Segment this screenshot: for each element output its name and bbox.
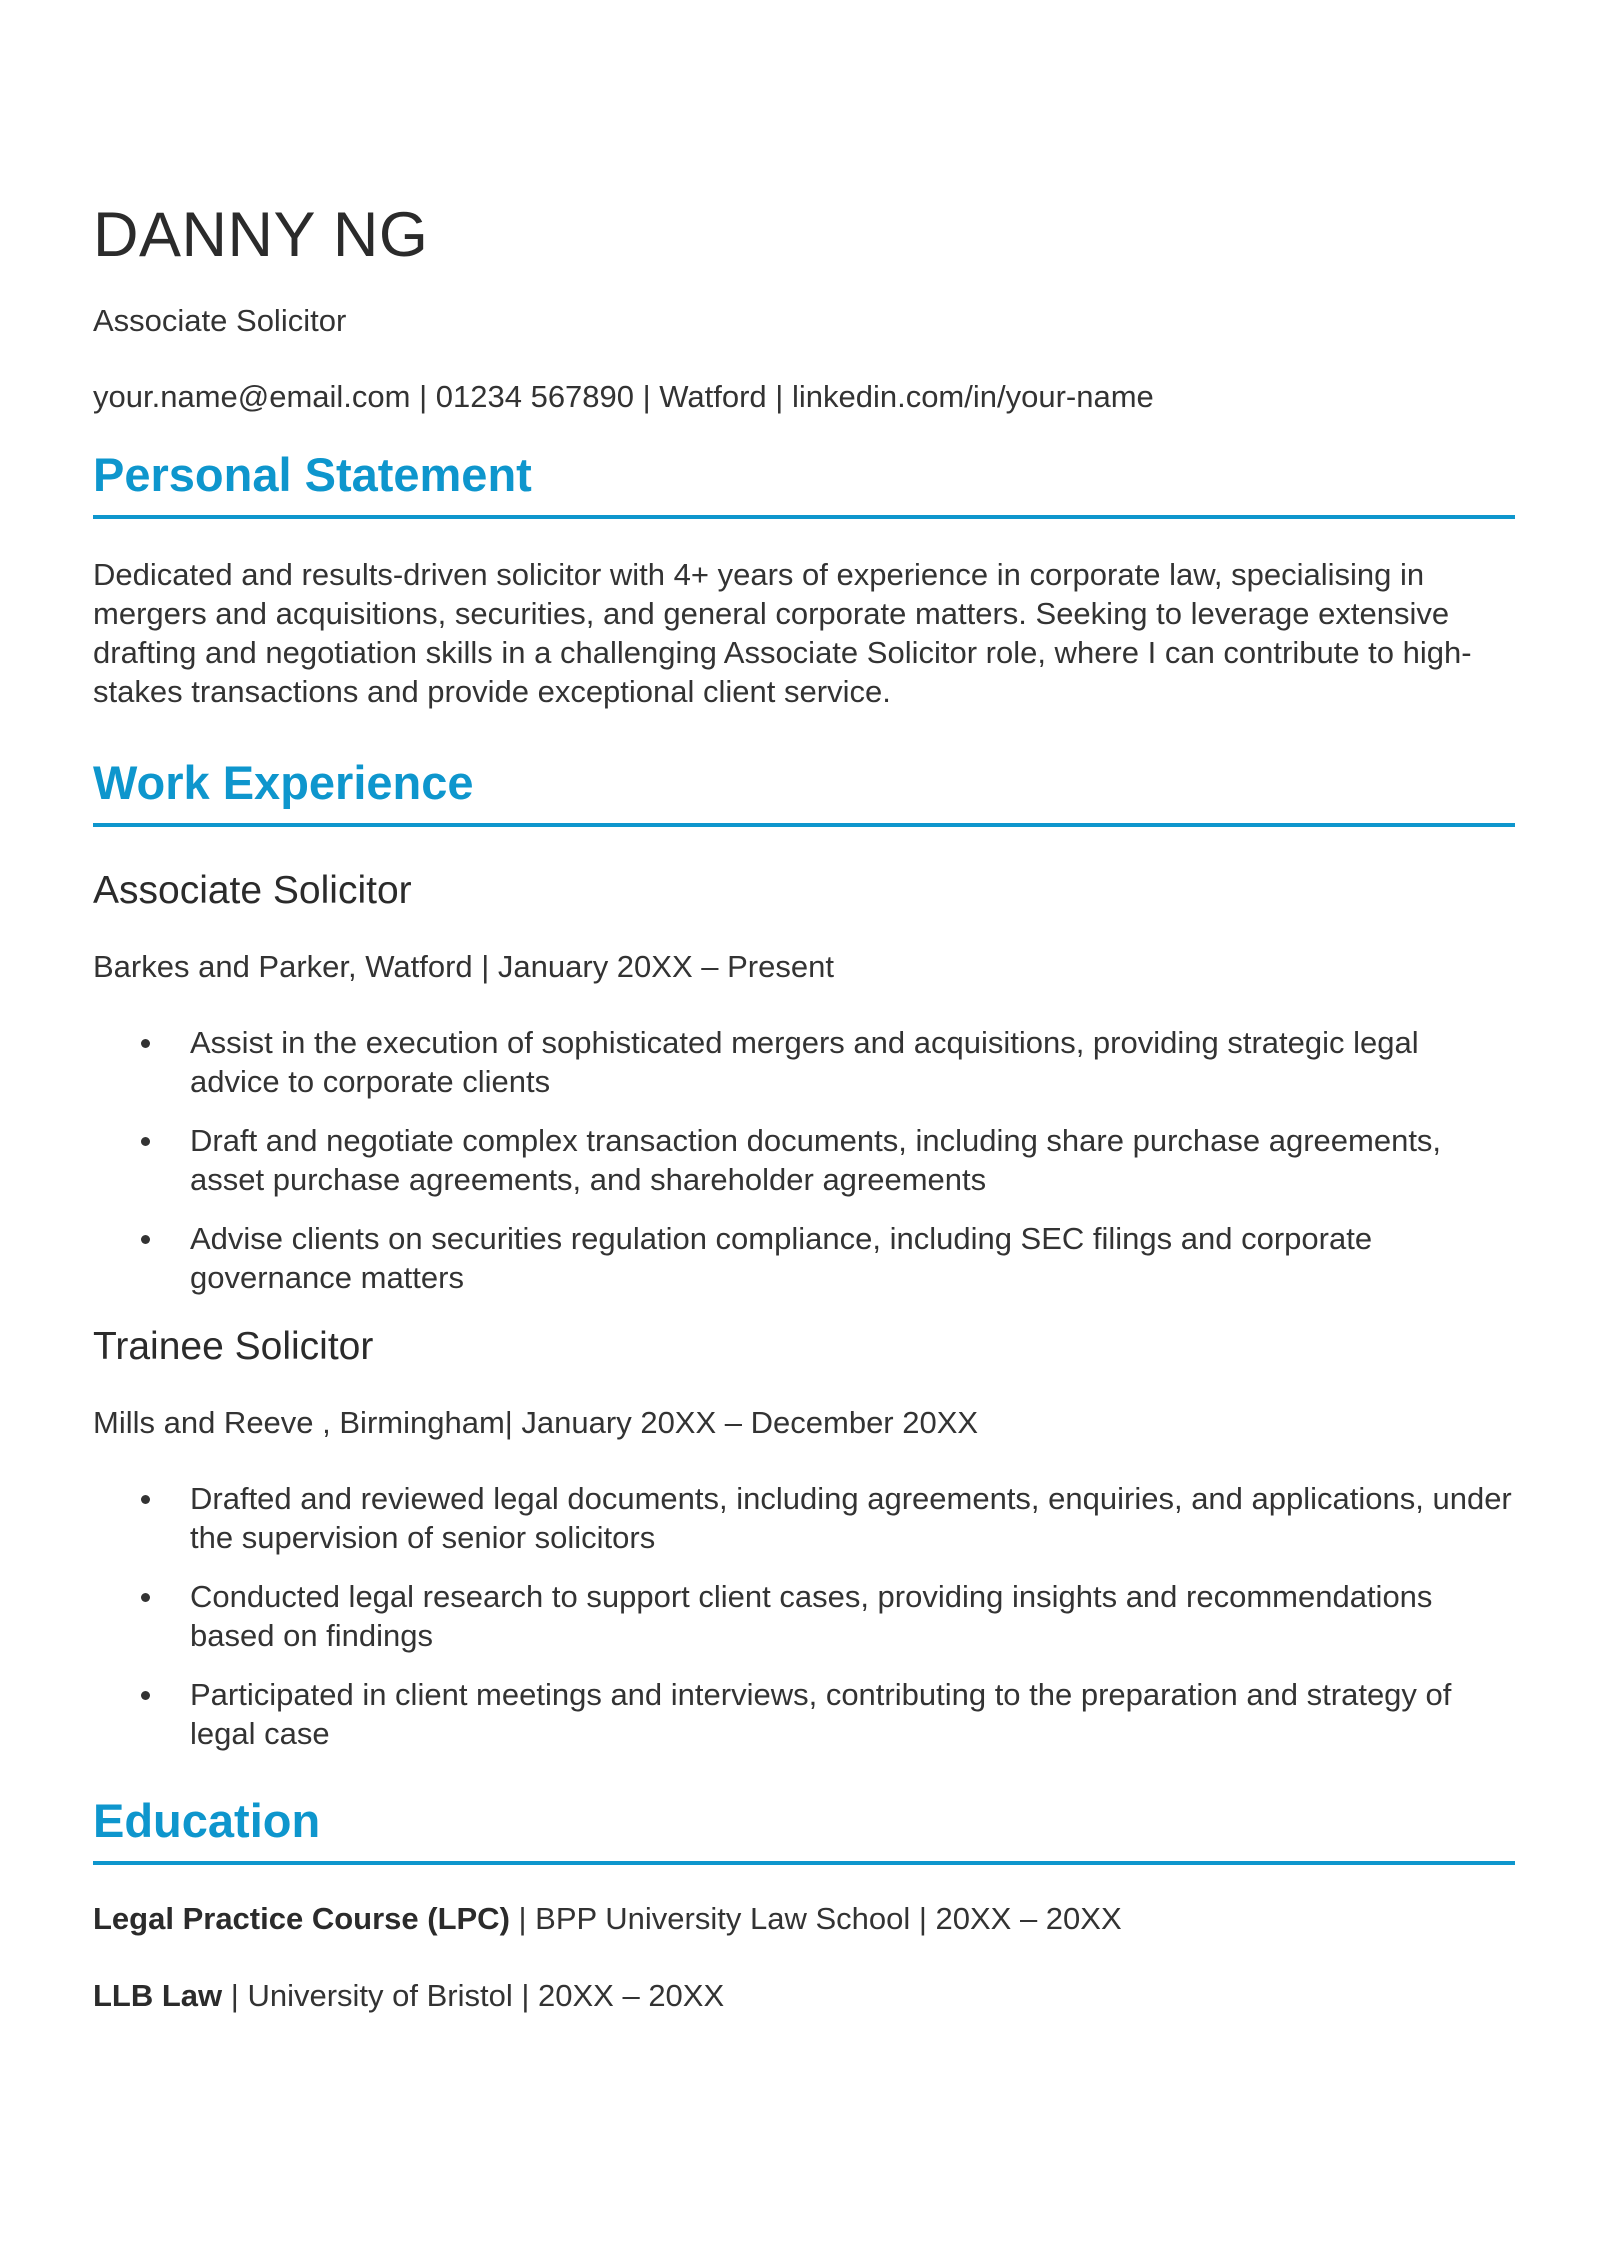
bullet-icon (141, 1137, 150, 1146)
bullet-icon (141, 1495, 150, 1504)
bullet-icon (141, 1039, 150, 1048)
list-item (93, 1675, 1515, 1753)
education-entry (93, 1976, 1515, 2016)
candidate-name: DANNY NG (93, 200, 429, 270)
bullet-icon (141, 1593, 150, 1602)
bullet-text: Assist in the execution of sophisticated mergers and acquisitions, providing strategic legal advice to corporate clients (190, 1025, 1419, 1099)
education-details: | BPP University Law School | 20XX – 20XX (509, 1901, 1122, 1936)
bullet-icon (141, 1691, 150, 1700)
role-associate-solicitor (93, 867, 1515, 1297)
role-trainee-solicitor (93, 1323, 1515, 1753)
personal-statement-text: Dedicated and results-driven solicitor with 4+ years of experience in corporate law, specialising in mergers and acquisitions, securities, and general corporate matters. Seeking to leverage extensive drafting and negotiation skills in a challenging Associate Solicitor role, where I can contribute to high-stakes transactions and provide exceptional client service. (93, 557, 1472, 709)
education-heading: Education (93, 1793, 1515, 1865)
role-meta: Mills and Reeve , Birmingham| January 20XX – December 20XX (93, 1405, 979, 1440)
education-details: | University of Bristol | 20XX – 20XX (222, 1978, 725, 2013)
role-bullet-list (93, 1023, 1515, 1297)
bullet-text: Draft and negotiate complex transaction documents, including share purchase agreements, asset purchase agreements, and shareholder agreements (190, 1123, 1442, 1197)
bullet-icon (141, 1235, 150, 1244)
list-item (93, 1577, 1515, 1655)
role-title: Trainee Solicitor (93, 1325, 374, 1368)
role-meta: Barkes and Parker, Watford | January 20XX – Present (93, 949, 834, 984)
list-item (93, 1023, 1515, 1101)
bullet-text: Drafted and reviewed legal documents, including agreements, enquiries, and applications, under the supervision of senior solicitors (190, 1481, 1512, 1555)
bullet-text: Conducted legal research to support client cases, providing insights and recommendations based on findings (190, 1579, 1433, 1653)
personal-statement-heading: Personal Statement (93, 447, 1515, 519)
job-title: Associate Solicitor (93, 303, 347, 338)
contact-line: your.name@email.com | 01234 567890 | Watford | linkedin.com/in/your-name (93, 379, 1154, 414)
role-title: Associate Solicitor (93, 869, 412, 912)
bullet-text: Advise clients on securities regulation compliance, including SEC filings and corporate governance matters (190, 1221, 1373, 1295)
role-bullet-list (93, 1479, 1515, 1753)
list-item (93, 1479, 1515, 1557)
education-qualification: LLB Law (93, 1978, 223, 2013)
list-item (93, 1121, 1515, 1199)
education-entry (93, 1899, 1515, 1939)
bullet-text: Participated in client meetings and interviews, contributing to the preparation and strategy of legal case (190, 1677, 1452, 1751)
work-experience-heading: Work Experience (93, 755, 1515, 827)
list-item (93, 1219, 1515, 1297)
resume-page (93, 195, 1515, 2016)
education-qualification: Legal Practice Course (LPC) (93, 1901, 510, 1936)
